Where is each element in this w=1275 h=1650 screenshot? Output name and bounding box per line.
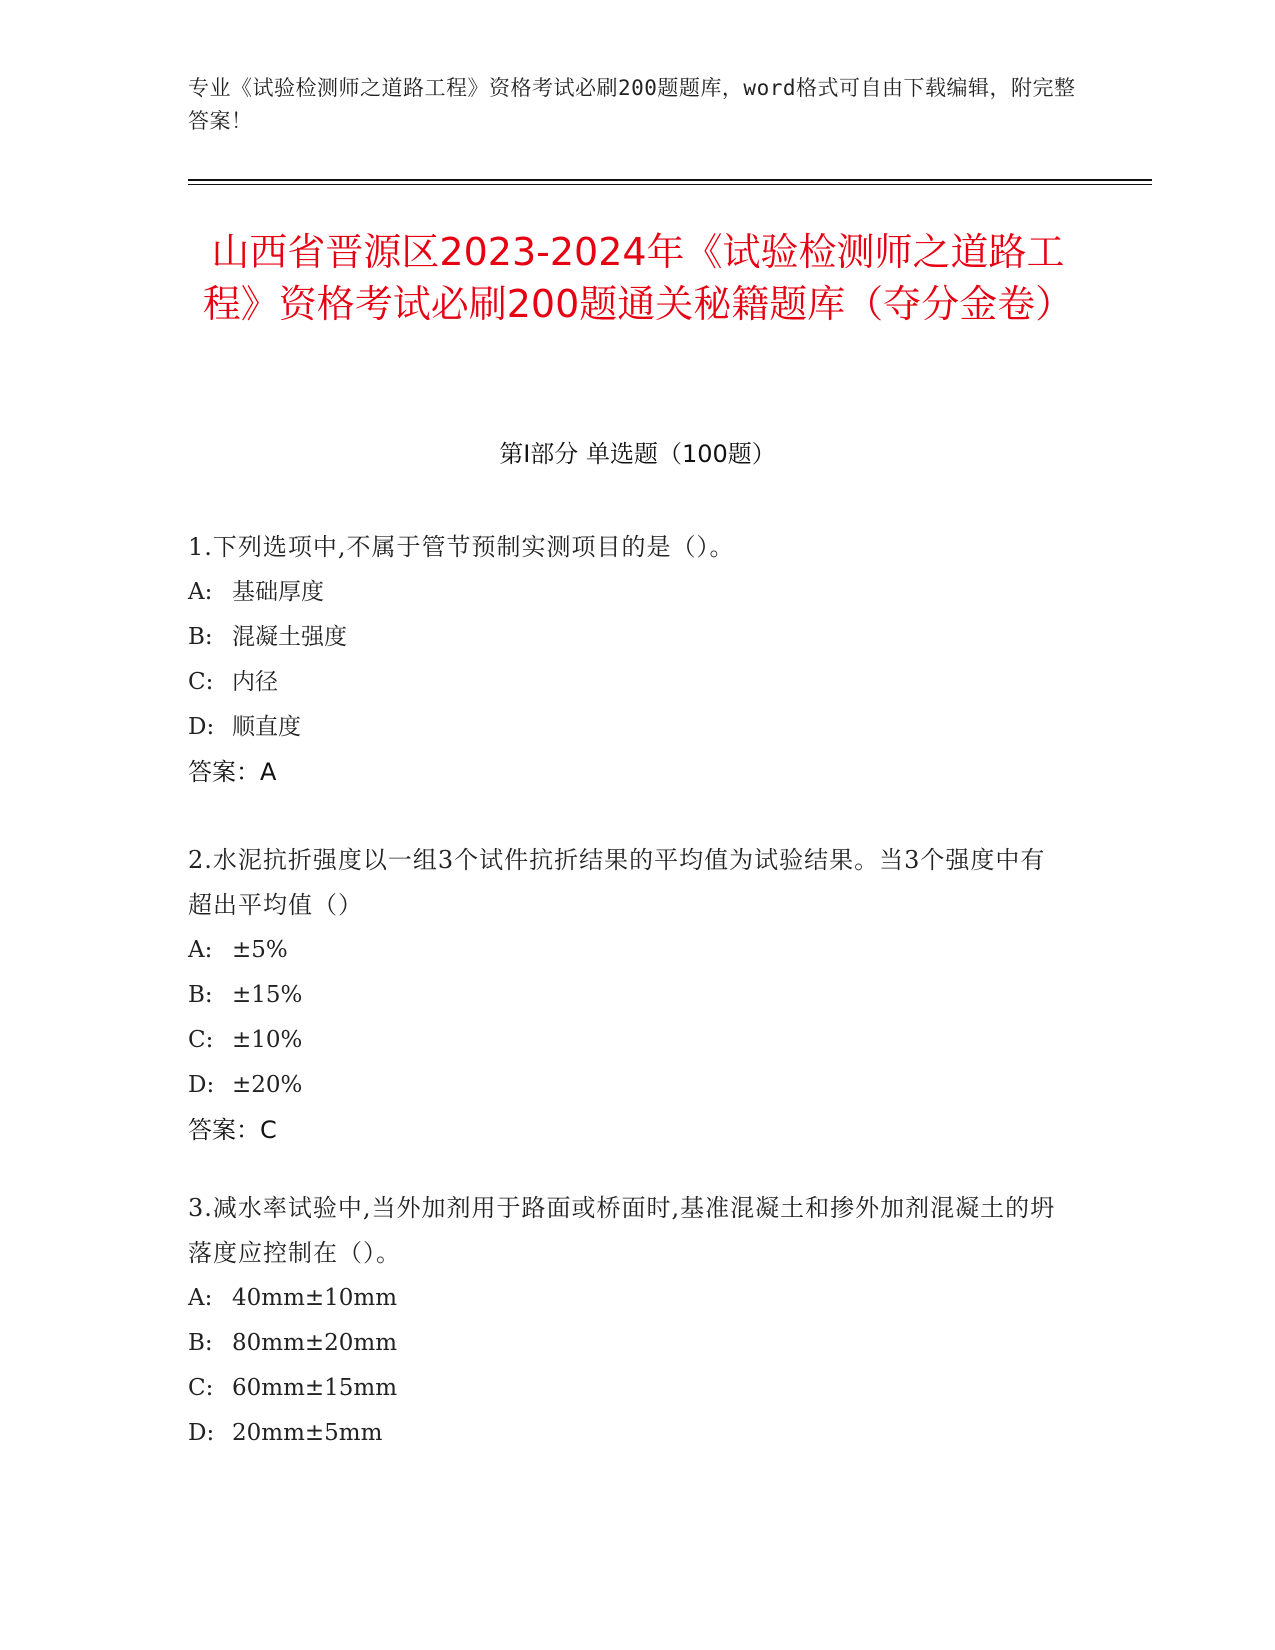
option-text: 20mm±5mm: [232, 1420, 383, 1446]
question-stem: 1.下列选项中,不属于管节预制实测项目的是（）。: [188, 533, 735, 561]
option-label: A:: [188, 579, 213, 605]
option-a: [188, 928, 1068, 973]
answer: 答案：C: [188, 1116, 277, 1144]
option-label: B:: [188, 1330, 213, 1356]
option-label: C:: [188, 1027, 214, 1053]
section-title: 第Ⅰ部分 单选题（100题）: [499, 440, 776, 468]
question-stem: 2.水泥抗折强度以一组3个试件抗折结果的平均值为试验结果。当3个强度中有超出平均值（）: [188, 846, 1046, 919]
option-label: B:: [188, 982, 213, 1008]
header-rule-thin: [188, 184, 1152, 185]
option-label: D:: [188, 714, 215, 740]
option-c: [188, 1366, 1068, 1411]
answer: 答案：A: [188, 758, 277, 786]
option-text: 混凝土强度: [232, 624, 347, 650]
option-text: 80mm±20mm: [232, 1330, 398, 1356]
option-text: 基础厚度: [232, 579, 324, 605]
option-c: [188, 1018, 1068, 1063]
option-label: B:: [188, 624, 213, 650]
question-1: [188, 525, 1068, 795]
header-rule-thick: [188, 179, 1152, 181]
question-2: [188, 838, 1068, 1153]
option-d: [188, 1411, 1068, 1456]
option-b: [188, 973, 1068, 1018]
option-label: C:: [188, 1375, 214, 1401]
option-d: [188, 705, 1068, 750]
option-text: 40mm±10mm: [232, 1285, 398, 1311]
question-3: [188, 1186, 1068, 1456]
option-label: D:: [188, 1072, 215, 1098]
option-text: ±20%: [232, 1072, 303, 1098]
option-label: D:: [188, 1420, 215, 1446]
option-b: [188, 615, 1068, 660]
option-text: ±5%: [232, 937, 288, 963]
option-d: [188, 1063, 1068, 1108]
option-b: [188, 1321, 1068, 1366]
question-stem: 3.减水率试验中,当外加剂用于路面或桥面时,基准混凝土和掺外加剂混凝土的坍落度应控制在（）。: [188, 1194, 1056, 1267]
header-note: 专业《试验检测师之道路工程》资格考试必刷200题题库，word格式可自由下载编辑，附完整答案！: [188, 76, 1076, 133]
option-label: A:: [188, 1285, 213, 1311]
option-text: ±10%: [232, 1027, 303, 1053]
option-label: A:: [188, 937, 213, 963]
option-text: 60mm±15mm: [232, 1375, 398, 1401]
option-a: [188, 570, 1068, 615]
document-title: 山西省晋源区2023-2024年《试验检测师之道路工程》资格考试必刷200题通关秘籍题库（夺分金卷）: [202, 230, 1074, 326]
option-a: [188, 1276, 1068, 1321]
option-text: 内径: [232, 669, 278, 695]
option-c: [188, 660, 1068, 705]
option-text: ±15%: [232, 982, 303, 1008]
option-text: 顺直度: [232, 714, 301, 740]
option-label: C:: [188, 669, 214, 695]
